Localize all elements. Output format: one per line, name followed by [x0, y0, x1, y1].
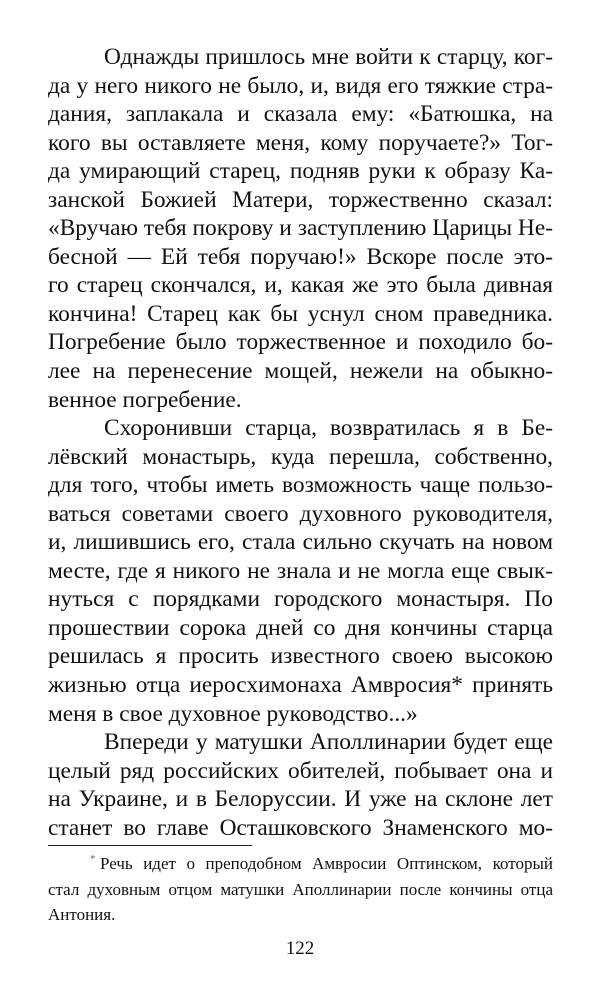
- paragraph-2: [48, 414, 553, 728]
- paragraph-1: [48, 43, 553, 414]
- text-line: кого вы оставляете меня, кому поручаете?» Тог-: [48, 129, 553, 156]
- text-line: Однажды пришлось мне войти к старцу, ког-: [104, 44, 553, 70]
- footnote-line: стал духовным отцом матушки Аполлинарии после кончины отца: [48, 879, 553, 899]
- text-line: меня в свое духовное руководство...»: [48, 700, 418, 727]
- text-line: го старец скончался, и, какая же это была дивная: [48, 272, 553, 299]
- text-line: Схоронивши старца, возвратилась я в Бе-: [104, 415, 553, 442]
- text-line: да у него никого не было, и, видя его тяжкие стра-: [48, 72, 553, 99]
- text-line: венное погребение.: [48, 386, 242, 413]
- text-line: лее на перенесение мощей, нежели на обыкно-: [48, 358, 553, 385]
- text-line: Погребение было торжественное и походило бо-: [48, 329, 553, 356]
- text-line: для того, чтобы иметь возможность чаще пользо-: [48, 472, 553, 499]
- text-line: станет во главе Осташковского Знаменского мо-: [48, 814, 553, 841]
- footnote-line: Антония.: [48, 905, 116, 924]
- text-line: да умирающий старец, подняв руки к образу Ка-: [48, 158, 553, 185]
- text-line: месте, где я никого не знала и не могла еще свык-: [48, 557, 553, 584]
- text-line: целый ряд российских обителей, побывает она и: [48, 757, 553, 784]
- footnote: [48, 851, 553, 928]
- footnote-separator: [48, 845, 252, 846]
- text-line: нуться с порядками городского монастыря. По: [48, 586, 553, 613]
- text-line: лёвский монастырь, куда перешла, собственно,: [48, 443, 553, 470]
- text-line: прошествии сорока дней со дня кончины старца: [48, 614, 553, 641]
- text-line: Впереди у матушки Аполлинарии будет еще: [104, 729, 553, 756]
- text-line: ваться советами своего духовного руководителя,: [48, 500, 553, 527]
- paragraph-3: [48, 728, 553, 842]
- text-line: кончина! Старец как бы уснул сном праведника.: [48, 300, 553, 327]
- text-line: «Вручаю тебя покрову и заступлению Царицы Не-: [48, 215, 553, 242]
- text-line: бесной — Ей тебя поручаю!» Вскоре после это-: [48, 243, 553, 270]
- text-line: и, лишившись его, стала сильно скучать на новом: [48, 529, 553, 556]
- text-line: на Украине, и в Белоруссии. И уже на склоне лет: [48, 786, 553, 813]
- text-line: занской Божией Матери, торжественно сказал:: [48, 186, 553, 213]
- footnote-line: Речь идет о преподобном Амвросии Оптинском, который: [100, 854, 553, 873]
- text-line: дания, заплакала и сказала ему: «Батюшка, на: [48, 101, 553, 128]
- footnote-marker: *: [90, 853, 96, 865]
- text-line: решилась я просить известного своею высокою: [48, 643, 553, 670]
- main-text: [48, 43, 553, 842]
- text-line: жизнью отца иеросхимонаха Амвросия* принять: [48, 672, 553, 699]
- page-number: 122: [285, 938, 315, 959]
